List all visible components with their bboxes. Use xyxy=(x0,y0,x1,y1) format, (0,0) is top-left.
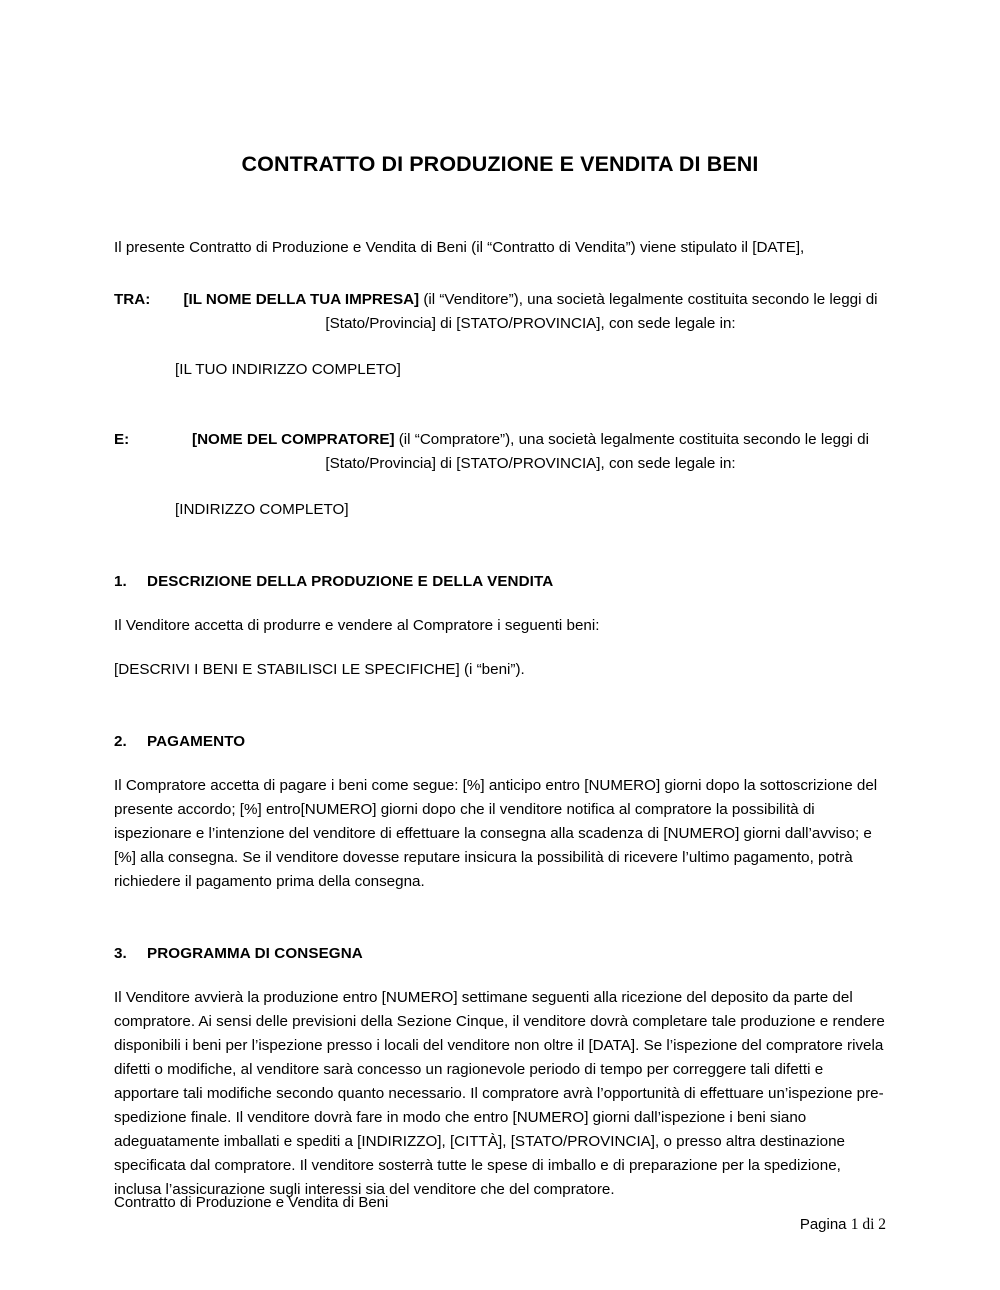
spacer xyxy=(114,260,886,288)
footer-document-name: Contratto di Produzione e Vendita di Beni xyxy=(114,1194,389,1211)
intro-paragraph: Il presente Contratto di Produzione e Vendita di Beni (il “Contratto di Vendita”) viene stipulato il [DATE], xyxy=(114,239,805,256)
footer-page-number: 1 di 2 xyxy=(850,1216,886,1233)
spacer xyxy=(114,382,886,428)
footer-page-word: Pagina xyxy=(799,1216,851,1233)
spacer xyxy=(114,336,886,358)
party-body-seller xyxy=(175,288,886,336)
section-title-2: PAGAMENTO xyxy=(147,733,246,750)
section-number-3: 3. xyxy=(114,945,127,962)
spacer xyxy=(114,476,886,498)
spacer xyxy=(114,894,886,942)
section-number-1: 1. xyxy=(114,573,127,590)
party-label-seller: TRA: xyxy=(114,291,151,308)
spacer xyxy=(114,966,886,986)
party-label-buyer: E: xyxy=(114,431,130,448)
party-address-seller: [IL TUO INDIRIZZO COMPLETO] xyxy=(175,361,401,378)
section-heading-1 xyxy=(114,570,886,594)
spacer xyxy=(114,754,886,774)
party-block-buyer xyxy=(114,428,886,476)
section-heading-3 xyxy=(114,942,886,966)
section-1-paragraph-1: Il Venditore accetta di produrre e vendere al Compratore i seguenti beni: xyxy=(114,617,600,634)
party-name-seller: [IL NOME DELLA TUA IMPRESA] xyxy=(183,291,420,308)
spacer xyxy=(114,638,886,658)
section-title-1: DESCRIZIONE DELLA PRODUZIONE E DELLA VENDITA xyxy=(147,573,554,590)
footer-page-indicator xyxy=(775,1192,886,1258)
party-body-buyer xyxy=(175,428,886,476)
page-footer xyxy=(114,1192,886,1258)
section-heading-2 xyxy=(114,730,886,754)
page-title: CONTRATTO DI PRODUZIONE E VENDITA DI BENI xyxy=(241,152,759,176)
document-content xyxy=(114,0,886,1202)
section-title-3: PROGRAMMA DI CONSEGNA xyxy=(147,945,363,962)
section-number-2: 2. xyxy=(114,733,127,750)
section-1-paragraph-2: [DESCRIVI I BENI E STABILISCI LE SPECIFICHE] (i “beni”). xyxy=(114,661,525,678)
party-description-seller: (il “Venditore”), una società legalmente costituita secondo le leggi di [Stato/Provincia] di [STATO/PROVINCIA], con sede legale in: xyxy=(325,291,878,332)
spacer xyxy=(114,594,886,614)
party-description-buyer: (il “Compratore”), una società legalmente costituita secondo le leggi di [Stato/Provincia] di [STATO/PROVINCIA], con sede legale in: xyxy=(325,431,869,472)
spacer xyxy=(114,682,886,730)
spacer xyxy=(114,522,886,570)
section-2-paragraph-1: Il Compratore accetta di pagare i beni come segue: [%] anticipo entro [NUMERO] giorni dopo la sottoscrizione del presente accordo; [%] entro[NUMERO] giorni dopo che il venditore notifica al compratore la possibilità di ispezionare e l’intenzione del venditore di effettuare la consegna alla scadenza di [NUMERO] giorni dall’avviso; e [%] alla consegna. Se il venditore dovesse reputare insicura la possibilità di ricevere l’ultimo pagamento, potrà richiedere il pagamento prima della consegna. xyxy=(114,777,878,890)
party-address-buyer: [INDIRIZZO COMPLETO] xyxy=(175,501,349,518)
party-name-buyer: [NOME DEL COMPRATORE] xyxy=(192,431,395,448)
section-3-paragraph-1: Il Venditore avvierà la produzione entro [NUMERO] settimane seguenti alla ricezione del deposito da parte del compratore. Ai sensi delle previsioni della Sezione Cinque, il venditore dovrà completare tale produzione e rendere disponibili i beni per l’ispezione presso i locali del venditore non oltre il [DATA]. Se l’ispezione del compratore rivela difetti o modifiche, al venditore sarà concesso un ragionevole periodo di tempo per correggere tali difetti e apportare tali modifiche secondo quanto necessario. Il compratore avrà l’opportunità di effettuare un’ispezione pre-spedizione finale. Il venditore dovrà fare in modo che entro [NUMERO] giorni dall’ispezione i beni siano adeguatamente imballati e spediti a [INDIRIZZO], [CITTÀ], [STATO/PROVINCIA], o presso altra destinazione specificata dal compratore. Il venditore sosterrà tutte le spese di imballo e di preparazione per la spedizione, inclusa l’assicurazione sugli interessi sia del venditore che del compratore. xyxy=(114,989,885,1198)
party-block-seller xyxy=(114,288,886,336)
